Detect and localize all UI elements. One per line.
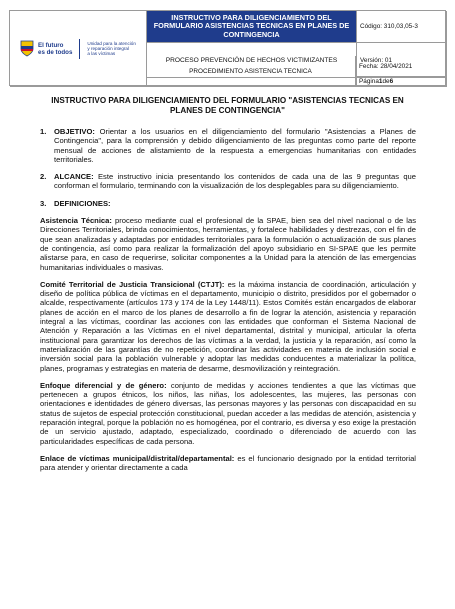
section-body xyxy=(54,172,416,191)
page-current: 1 xyxy=(378,78,383,85)
logo-sub-line3: a las víctimas xyxy=(87,51,116,57)
document-body xyxy=(40,127,416,481)
definition-text: es la máxima instancia de coordinación, articulación y diseño de política pública de víctimas en el departamento, municipio o distrito, presididos por el gobernador o alcalde, respectivamente (artículos 173 y 174 de la Ley 1448/11). Estos Comités están encargados de elaborar planes de acción en el marco de los planes de desarrollo a fin de lograr la atención, asistencia y reparación integral a las víctimas, coordinar las acciones con las entidades que conforman el Sistema Nacional de Atención y Reparación a las Víctimas en el nivel departamental, distrital y municipal, articular la oferta institucional para garantizar los derechos de las víctimas a la verdad, la justicia y la reparación, así como la materialización de las garantías de no repetición, coordinar las actividades en materia de inclusión social e inversión social para la población vulnerable y adoptar las medidas conducentes a materializar la política, planes, programas y estrategias en materia de desarme, desmovilización y reintegración. xyxy=(40,279,416,373)
page-mid: de xyxy=(382,78,390,85)
coat-of-arms-icon xyxy=(20,40,34,57)
section-definiciones xyxy=(40,199,416,208)
logo-sub-line2: y reparación integral xyxy=(87,45,130,51)
logo-line2: es de todos xyxy=(38,48,73,56)
section-label: DEFINICIONES: xyxy=(54,198,111,208)
header-procedure: PROCEDIMIENTO ASISTENCIA TECNICA xyxy=(146,56,356,86)
definition-term: Asistencia Técnica: xyxy=(40,216,112,226)
page-total: 6 xyxy=(389,78,394,85)
header-date: Fecha: 28/04/2021 xyxy=(359,62,413,70)
definition-item xyxy=(40,381,416,446)
logo-line1: El futuro xyxy=(38,41,64,49)
section-text: Este instructivo inicia presentando los contenidos de cada una de las 9 preguntas que conforman el formulario, terminando con la visualización de los desplegables para su diligenciamiento. xyxy=(54,172,416,191)
header-page-number xyxy=(356,76,446,86)
logo-divider xyxy=(79,39,80,59)
logo-cell xyxy=(10,11,147,87)
definition-text: es el funcionario designado por la entidad territorial para atender y orientar directamente a cada xyxy=(40,453,416,473)
definition-item xyxy=(40,454,416,473)
header-code: Código: 310,03,05-3 xyxy=(357,11,447,43)
header-process: PROCESO PREVENCIÓN DE HECHOS VICTIMIZANTES xyxy=(147,43,357,78)
page-prefix: Página xyxy=(359,78,379,85)
section-number: 3. xyxy=(40,198,47,208)
section-alcance xyxy=(40,172,416,191)
document-header-lower xyxy=(146,56,446,86)
definition-term: Enlace de víctimas municipal/distrital/departamental: xyxy=(40,453,235,463)
section-body xyxy=(54,127,416,164)
document-title: INSTRUCTIVO PARA DILIGENCIAMIENTO DEL FORMULARIO "ASISTENCIAS TECNICAS EN PLANES DE CONTINGENCIA" xyxy=(51,96,404,115)
definition-term: Comité Territorial de Justicia Transicional (CTJT): xyxy=(40,279,225,289)
section-number: 2. xyxy=(40,172,47,182)
logo xyxy=(20,39,136,59)
definition-item xyxy=(40,280,416,373)
definition-text: proceso mediante cual el profesional de la SPAE, bien sea del nivel nacional o de las Direcciones Territoriales, brinda conocimientos, herramientas, y fortalece habilidades y destrezas, con el fin de que sean analizadas y adaptadas por entidades territoriales para la formulación o actualización de sus planes de contingencia, así como para realizar la formalización del apoyo subsidiario en SI-SPAE que les permite alistarse para, en caso de requerirse, solicitar componentes a la Unidad para la atención de las emergencias humanitarias individuales o masivas. xyxy=(40,216,416,272)
section-number: 1. xyxy=(40,127,47,136)
section-text: Orientar a los usuarios en el diligenciamiento del formulario "Asistencias a Planes de Contingencia", para la comprensión y debido diligenciamiento de las preguntas como parte del reporte mensual de acciones de alistamiento de la respuesta a emergencias humanitarias con entidades territoriales. xyxy=(54,127,416,164)
section-objetivo xyxy=(40,127,416,164)
definition-term: Enfoque diferencial y de género: xyxy=(40,380,167,390)
header-title: INSTRUCTIVO PARA DILIGENCIAMIENTO DEL FORMULARIO ASISTENCIAS TECNICAS EN PLANES DE CONTINGENCIA xyxy=(147,11,357,43)
section-label: ALCANCE: xyxy=(54,172,94,182)
definition-item xyxy=(40,216,416,272)
logo-sub-line1: Unidad para la atención xyxy=(87,40,136,46)
logo-wordmark xyxy=(38,42,72,56)
header-version: Versión: 01 xyxy=(357,43,447,78)
definition-text: conjunto de medidas y acciones tendientes a que las víctimas que pertenecen a grupos étnicos, los niños, las niñas, los adolescentes, las mujeres, las personas con orientaciones e identidades de género diversas, las personas mayores y las personas con discapacidad en su status de sujetos de especial protección constitucional, puedan acceder a las medidas de atención, asistencia y reparación integral, porque la población no es homogénea, por el contrario, es diversa y eso exige la prestación de un servicio ajustado, adaptado, especializado, coordinado o diferenciado de acuerdo con las particularidades específicas de cada persona. xyxy=(40,380,416,446)
section-label: OBJETIVO: xyxy=(54,127,95,136)
logo-subtitle xyxy=(87,41,136,57)
